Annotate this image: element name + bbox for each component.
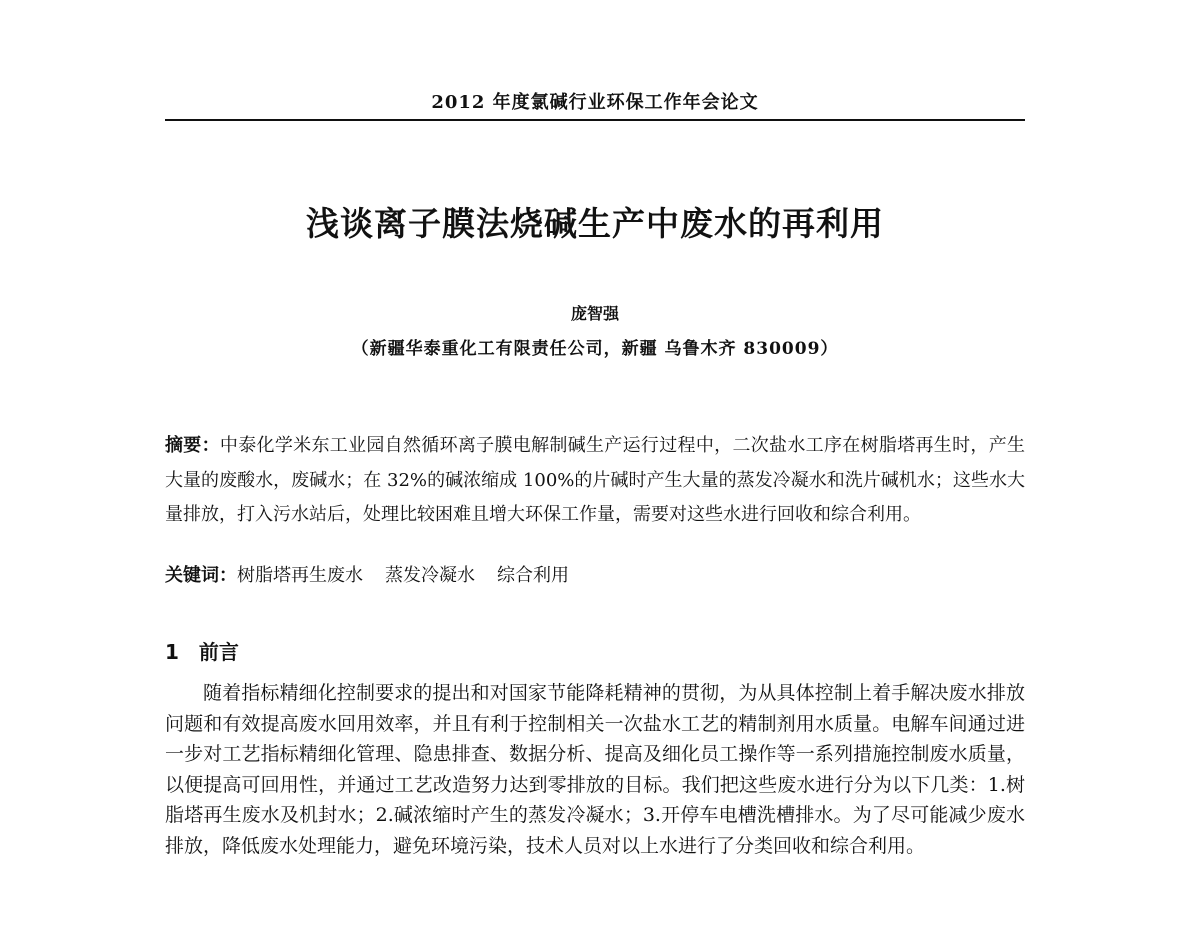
- abstract-text: 中泰化学米东工业园自然循环离子膜电解制碱生产运行过程中，二次盐水工序在树脂塔再生时，产生大量的废酸水，废碱水；在 32%的碱浓缩成 100%的片碱时产生大量的蒸发冷凝水和洗片碱机水；这些水大量排放，打入污水站后，处理比较困难且增大环保工作量，需要对这些水进行回收和综合利用。: [165, 435, 1026, 525]
- section-number: 1: [165, 640, 179, 664]
- keyword-item: 蒸发冷凝水: [385, 565, 475, 586]
- keyword-item: 综合利用: [497, 565, 569, 586]
- author-affiliation: （新疆华泰重化工有限责任公司，新疆 乌鲁木齐 830009）: [351, 339, 839, 359]
- author-name: 庞智强: [570, 304, 619, 323]
- running-header: 2012 年度氯碱行业环保工作年会论文: [431, 92, 759, 113]
- section-heading: [165, 636, 239, 665]
- section-title: 前言: [198, 640, 239, 664]
- paper-title: 浅谈离子膜法烧碱生产中废水的再利用: [306, 204, 884, 243]
- abstract-label: 摘要：: [165, 435, 220, 456]
- body-paragraph: 随着指标精细化控制要求的提出和对国家节能降耗精神的贯彻，为从具体控制上着手解决废水排放问题和有效提高废水回用效率，并且有利于控制相关一次盐水工艺的精制剂用水质量。电解车间通过进一步对工艺指标精细化管理、隐患排查、数据分析、提高及细化员工操作等一系列措施控制废水质量，以便提高可回用性，并通过工艺改造努力达到零排放的目标。我们把这些废水进行分为以下几类：1.树脂塔再生废水及机封水；2.碱浓缩时产生的蒸发冷凝水；3.开停车电槽洗槽排水。为了尽可能减少废水排放，降低废水处理能力，避免环境污染，技术人员对以上水进行了分类回收和综合利用。: [165, 682, 1025, 857]
- keywords: [165, 562, 1025, 590]
- keywords-label: 关键词：: [165, 565, 237, 586]
- abstract: [165, 429, 1025, 533]
- header-rule: [165, 119, 1025, 121]
- keyword-item: 树脂塔再生废水: [237, 565, 363, 586]
